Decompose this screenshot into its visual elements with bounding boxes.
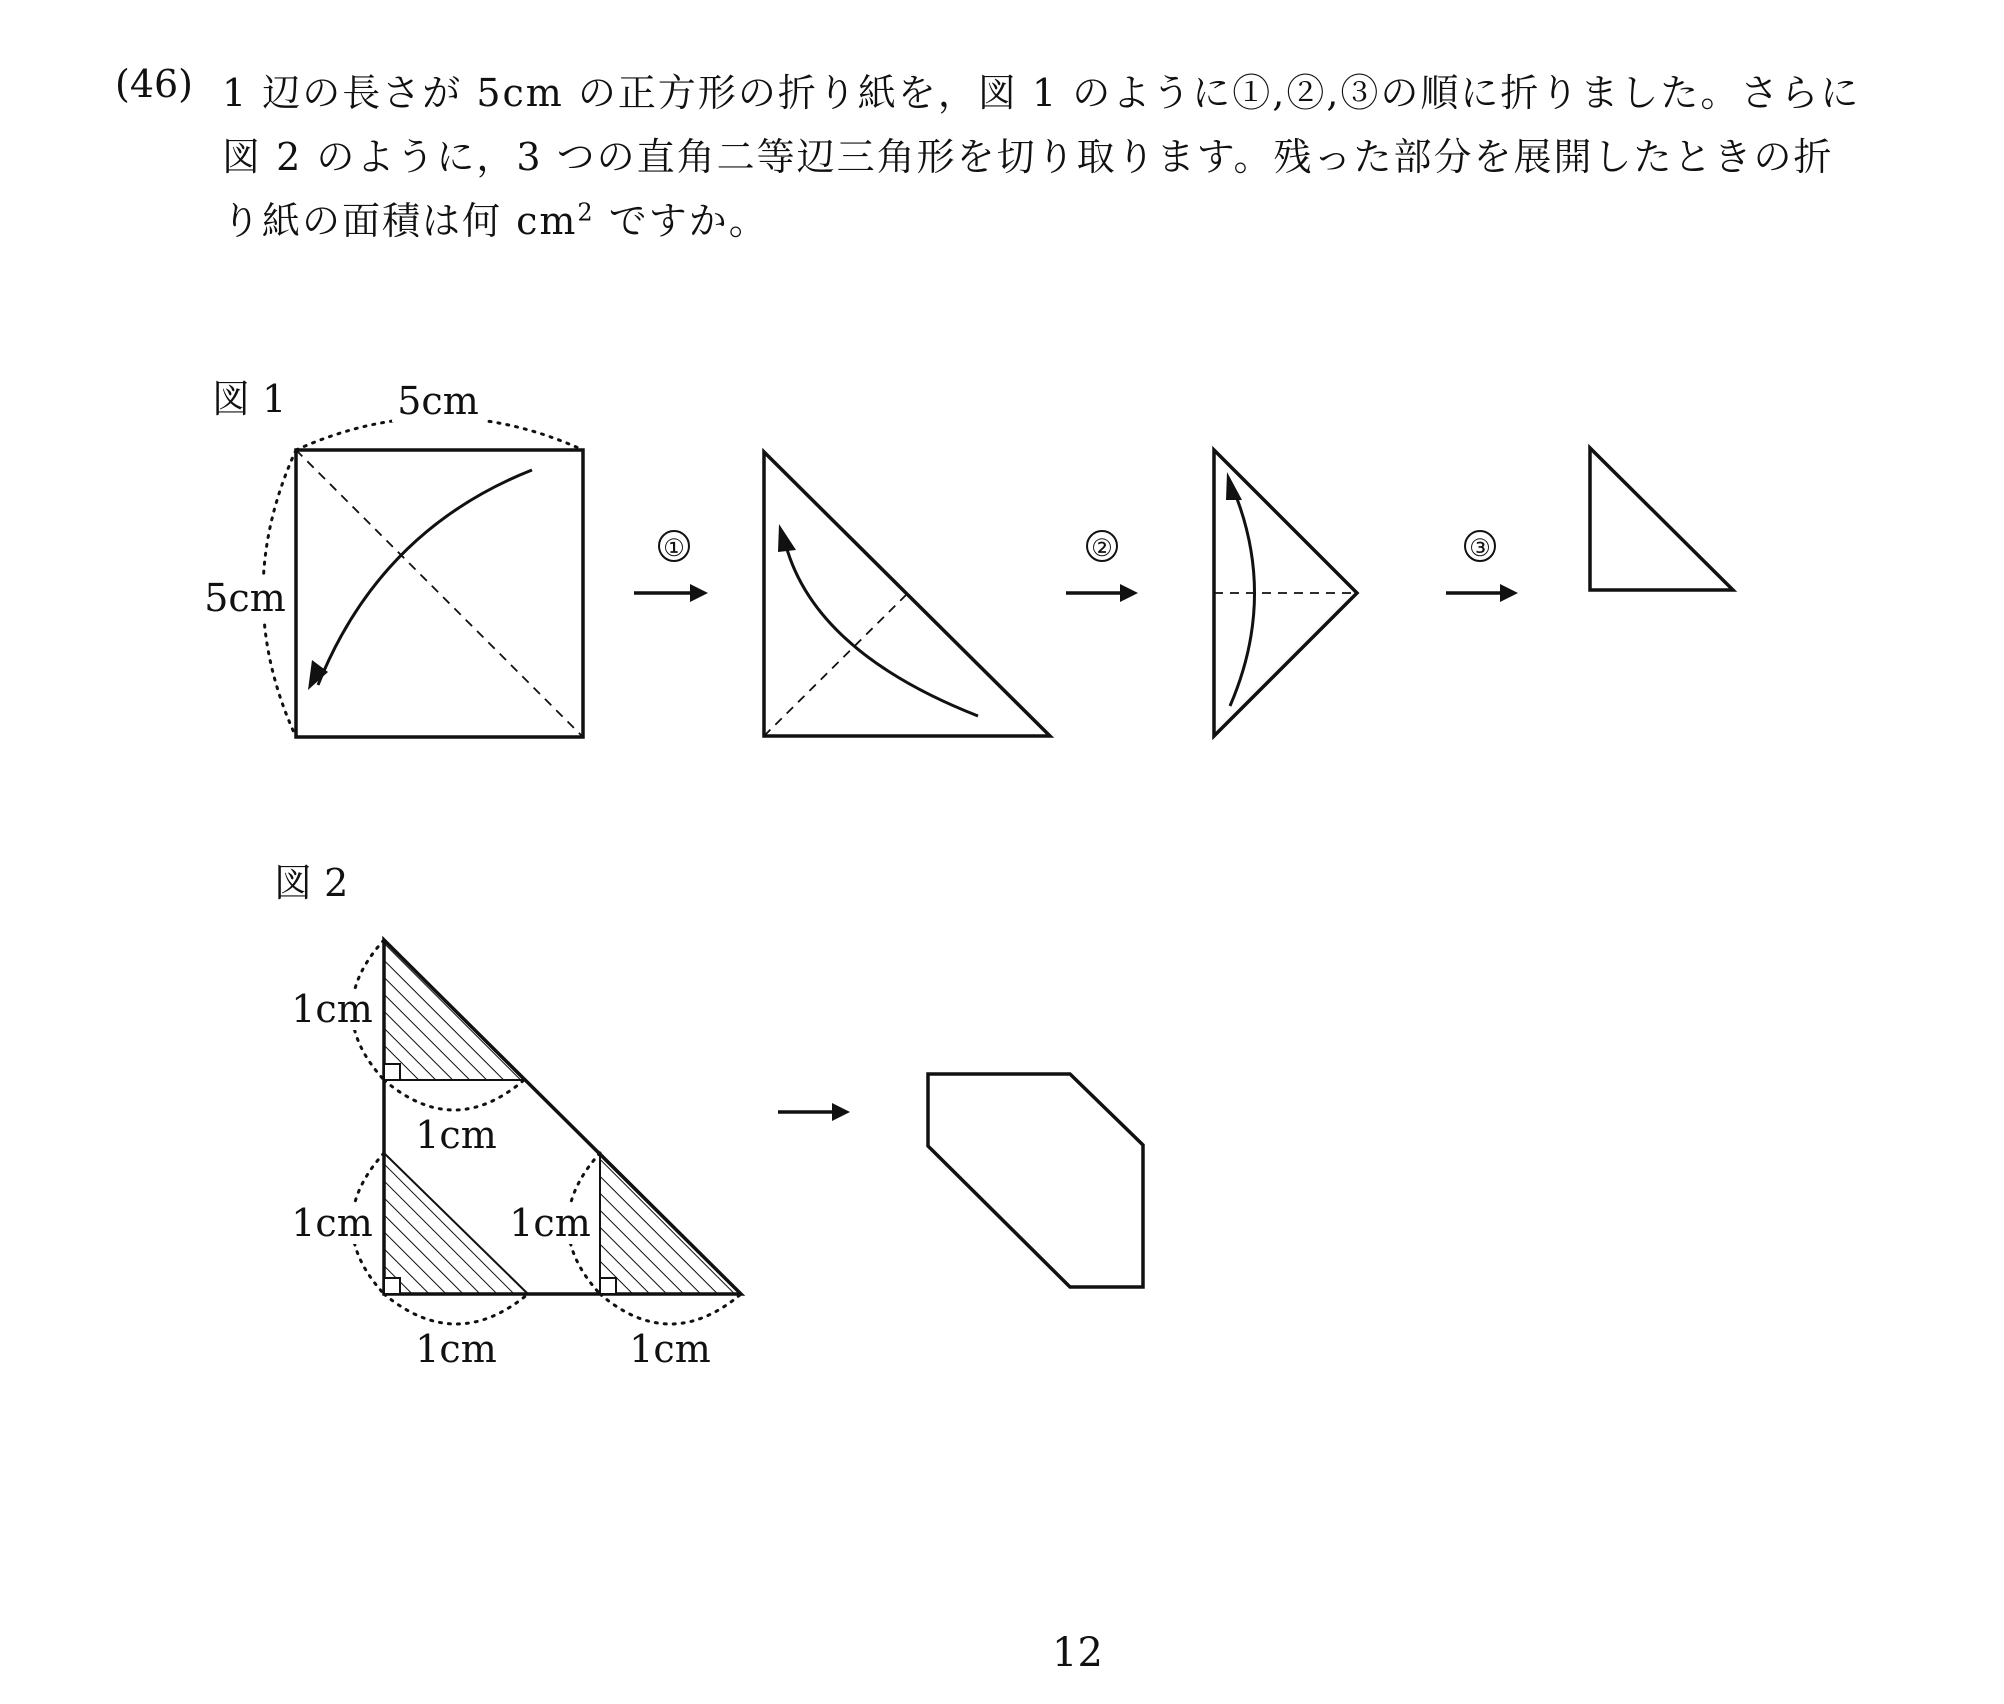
fold-arrow-1 xyxy=(318,470,532,685)
page-number: 12 xyxy=(1052,1630,1103,1676)
diagonal-fold-line xyxy=(296,450,583,737)
question-text-line-2: 図 2 のように，3 つの直角二等辺三角形を切り取ります。残った部分を展開したときの折 xyxy=(222,135,1834,179)
svg-text:③: ③ xyxy=(1469,534,1491,562)
question-text-line-1: 1 辺の長さが 5cm の正方形の折り紙を，図 1 のように①,②,③の順に折りました。さらに xyxy=(222,71,1861,115)
figure2-cut-triangle xyxy=(352,940,741,1324)
arrowhead-1 xyxy=(308,660,328,690)
result-arrow xyxy=(778,1103,850,1121)
figure1-triangle-small xyxy=(1590,448,1733,590)
question-number: (46) xyxy=(115,62,194,106)
question-text-line-3: り紙の面積は何 $cm^2$ ですか。 xyxy=(222,198,769,243)
step-arrow-2 xyxy=(1066,531,1138,602)
step-arrow-3 xyxy=(1446,531,1518,602)
fold-arrow-2 xyxy=(784,538,978,716)
dimension-label-top: 5cm xyxy=(397,379,479,423)
step-arrow-1 xyxy=(634,531,708,602)
dimension-label: 1cm xyxy=(291,987,373,1031)
right-angle-marker xyxy=(384,1278,400,1294)
figure1-triangle-medium xyxy=(1214,450,1357,736)
dimension-label: 1cm xyxy=(291,1201,373,1245)
fold-arrow-3 xyxy=(1230,486,1255,706)
dimension-label: 1cm xyxy=(415,1113,497,1157)
figure-1-label: 図 1 xyxy=(212,377,287,421)
right-angle-marker xyxy=(384,1064,400,1080)
figure1-triangle-large xyxy=(764,452,1050,736)
figure2-result-shape xyxy=(928,1074,1143,1287)
figure1-square xyxy=(263,418,583,738)
dimension-label-left: 5cm xyxy=(204,576,286,620)
superscript-2: 2 xyxy=(577,198,595,227)
cut-region-bottom-left xyxy=(384,1153,528,1294)
dimension-label: 1cm xyxy=(509,1201,591,1245)
svg-text:②: ② xyxy=(1091,534,1113,562)
figure-2-label: 図 2 xyxy=(274,861,349,905)
svg-text:①: ① xyxy=(663,534,685,562)
dimension-label: 1cm xyxy=(629,1327,711,1371)
dimension-label: 1cm xyxy=(415,1327,497,1371)
right-angle-marker xyxy=(600,1278,616,1294)
